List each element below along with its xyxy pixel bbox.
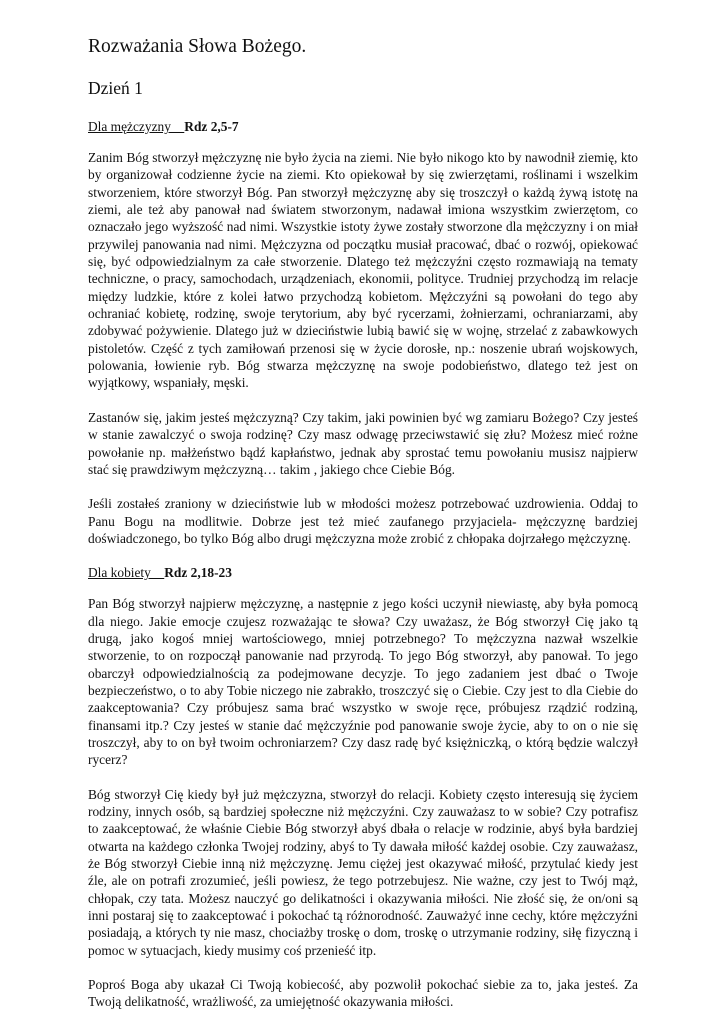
men-paragraph-3: Jeśli zostałeś zraniony w dzieciństwie lub w młodości możesz potrzebować uzdrowienia. Oddaj to Panu Bogu na modlitwie. Dobrze jest też mieć zaufanego przyjaciela- mężczyznę bardziej doświadczonego, bo tylko Bóg albo drugi mężczyzna może zrobić z chłopaka dojrzałego mężczyznę.: [88, 496, 638, 546]
women-paragraph-2: Bóg stworzył Cię kiedy był już mężczyzna, stworzył do relacji. Kobiety często interesują się życiem rodziny, innych osób, są bardziej społeczne niż mężczyźni. Czy zauważasz to w sobie? Czy potrafisz to zaakceptować, że właśnie Ciebie Bóg stworzył abyś dbała o relacje w rodzinie, abyś była bardziej otwarta na każdego członka Twojej rodziny, abyś to Ty dawała miłość każdej osobie. Czy zauważasz, że Bóg stworzył Ciebie inną niż mężczyznę. Jemu ciężej jest okazywać miłość, przytulać kiedy jest źle, ale on potrafi zrozumieć, jeśli powiesz, że tego potrzebujesz. Nie ważne, czy jest to Twój mąż, chłopak, czy tata. Możesz nauczyć go delikatności i okazywania miłości. Nie złość się, że on/oni są inni postaraj się to zaakceptować i pokochać tą różnorodność. Zauważyć inne cechy, które mężczyźni posiadają, a których ty nie masz, chociażby troskę o dom, troskę o utrzymanie rodziny, siłę fizyczną i pomoc w sytuacjach, kiedy musimy coś przenieść itp.: [88, 786, 638, 958]
document-page: [88, 34, 638, 1028]
men-section-label: Dla mężczyzny: [88, 119, 185, 134]
men-paragraph-1: Zanim Bóg stworzył mężczyznę nie było życia na ziemi. Nie było nikogo kto by nawodnił ziemię, kto by organizował codzienne życie na ziemi. Kto opiekował by się zwierzętami, roślinami i wszelkim stworzeniem, które stworzył Bóg. Pan stworzył mężczyznę aby się troszczył o każdą żywą istotę na ziemi, ale też aby panował nad światem stworzonym, nadawał imiona wszystkim zwierzętom, co oznaczało jego wyższość nad nimi. Wszystkie istoty żywe zostały stworzone dla mężczyzny i on miał przywilej panowania nad nimi. Mężczyzna od początku musiał pracować, dbać o rozwój, opiekować się, być odpowiedzialnym za całe stworzenie. Dlatego też mężczyźni często rozmawiają na tematy techniczne, o pracy, samochodach, urządzeniach, ekonomii, polityce. Trudniej przychodzą im relacje między ludzkie, które z kolei łatwo przychodzą kobietom. Mężczyźni są powołani do tego aby ochraniać kobietę, rodzinę, swoje terytorium, aby być rycerzami, żołnierzami, ochraniarzami, aby zdobywać pożywienie. Dlatego już w dzieciństwie lubią bawić się w wojnę, strzelać z zabawkowych pistoletów. Część z tych zamiłowań przenosi się w życie dorosłe, np.: noszenie ubrań wojskowych, polowania, łowienie ryb. Bóg stwarza mężczyznę na swoje podobieństwo, dlatego też jest on wyjątkowy, wspaniały, męski.: [88, 150, 638, 391]
document-title: Rozważania Słowa Bożego.: [88, 36, 307, 57]
women-section-heading: [88, 564, 638, 581]
women-scripture-reference: Rdz 2,18-23: [164, 565, 232, 581]
women-section-label: Dla kobiety: [88, 565, 165, 581]
men-paragraph-2: Zastanów się, jakim jesteś mężczyzną? Czy takim, jaki powinien być wg zamiaru Bożego? Czy jesteś w stanie zawalczyć o swoja rodzinę? Czy masz odwagę przeciwstawić się złu? Możesz mieć rożne powołanie np. małżeństwo bądź kapłaństwo, jednak aby sprostać temu powołaniu musisz najpierw stać się prawdziwym mężczyzną… takim , jakiego chce Ciebie Bóg.: [88, 409, 638, 477]
women-paragraph-3: Poproś Boga aby ukazał Ci Twoją kobiecość, aby pozwolił pokochać siebie za to, jaka jesteś. Za Twoją delikatność, wrażliwość, za umiejętność okazywania miłości.: [88, 977, 638, 1010]
day-heading: Dzień 1: [88, 78, 143, 98]
women-paragraph-1: Pan Bóg stworzył najpierw mężczyznę, a następnie z jego kości uczynił niewiastę, aby była pomocą dla niego. Jakie emocje czujesz rozważając te słowa? Czy uważasz, że Bóg stworzył Cię jako tą drugą, jako kogoś mniej wartościowego, mniej potrzebnego? To mężczyzna nazwał wszelkie stworzenie, to on rozpoczął panowanie nad przyrodą. To jego Bóg stworzył, aby panował. To jego obarczył odpowiedzialnością za podejmowane decyzje. To jego zadaniem jest dbać o Twoje bezpieczeństwo, o to aby Tobie niczego nie zabrakło, troszczyć się o Ciebie. Czy jest to dla Ciebie do zaakceptowania? Czy próbujesz sama brać wszystko w swoje ręce, próbujesz rządzić rodziną, finansami itp.? Czy jesteś w stanie dać mężczyźnie pod panowanie swoje życie, aby to on o nie się troszczył, aby to on był twoim ochroniarzem? Czy dasz radę być księżniczką, o którą będzie walczył rycerz?: [88, 596, 638, 768]
men-scripture-reference: Rdz 2,5-7: [184, 119, 239, 134]
men-section-heading: [88, 118, 638, 135]
